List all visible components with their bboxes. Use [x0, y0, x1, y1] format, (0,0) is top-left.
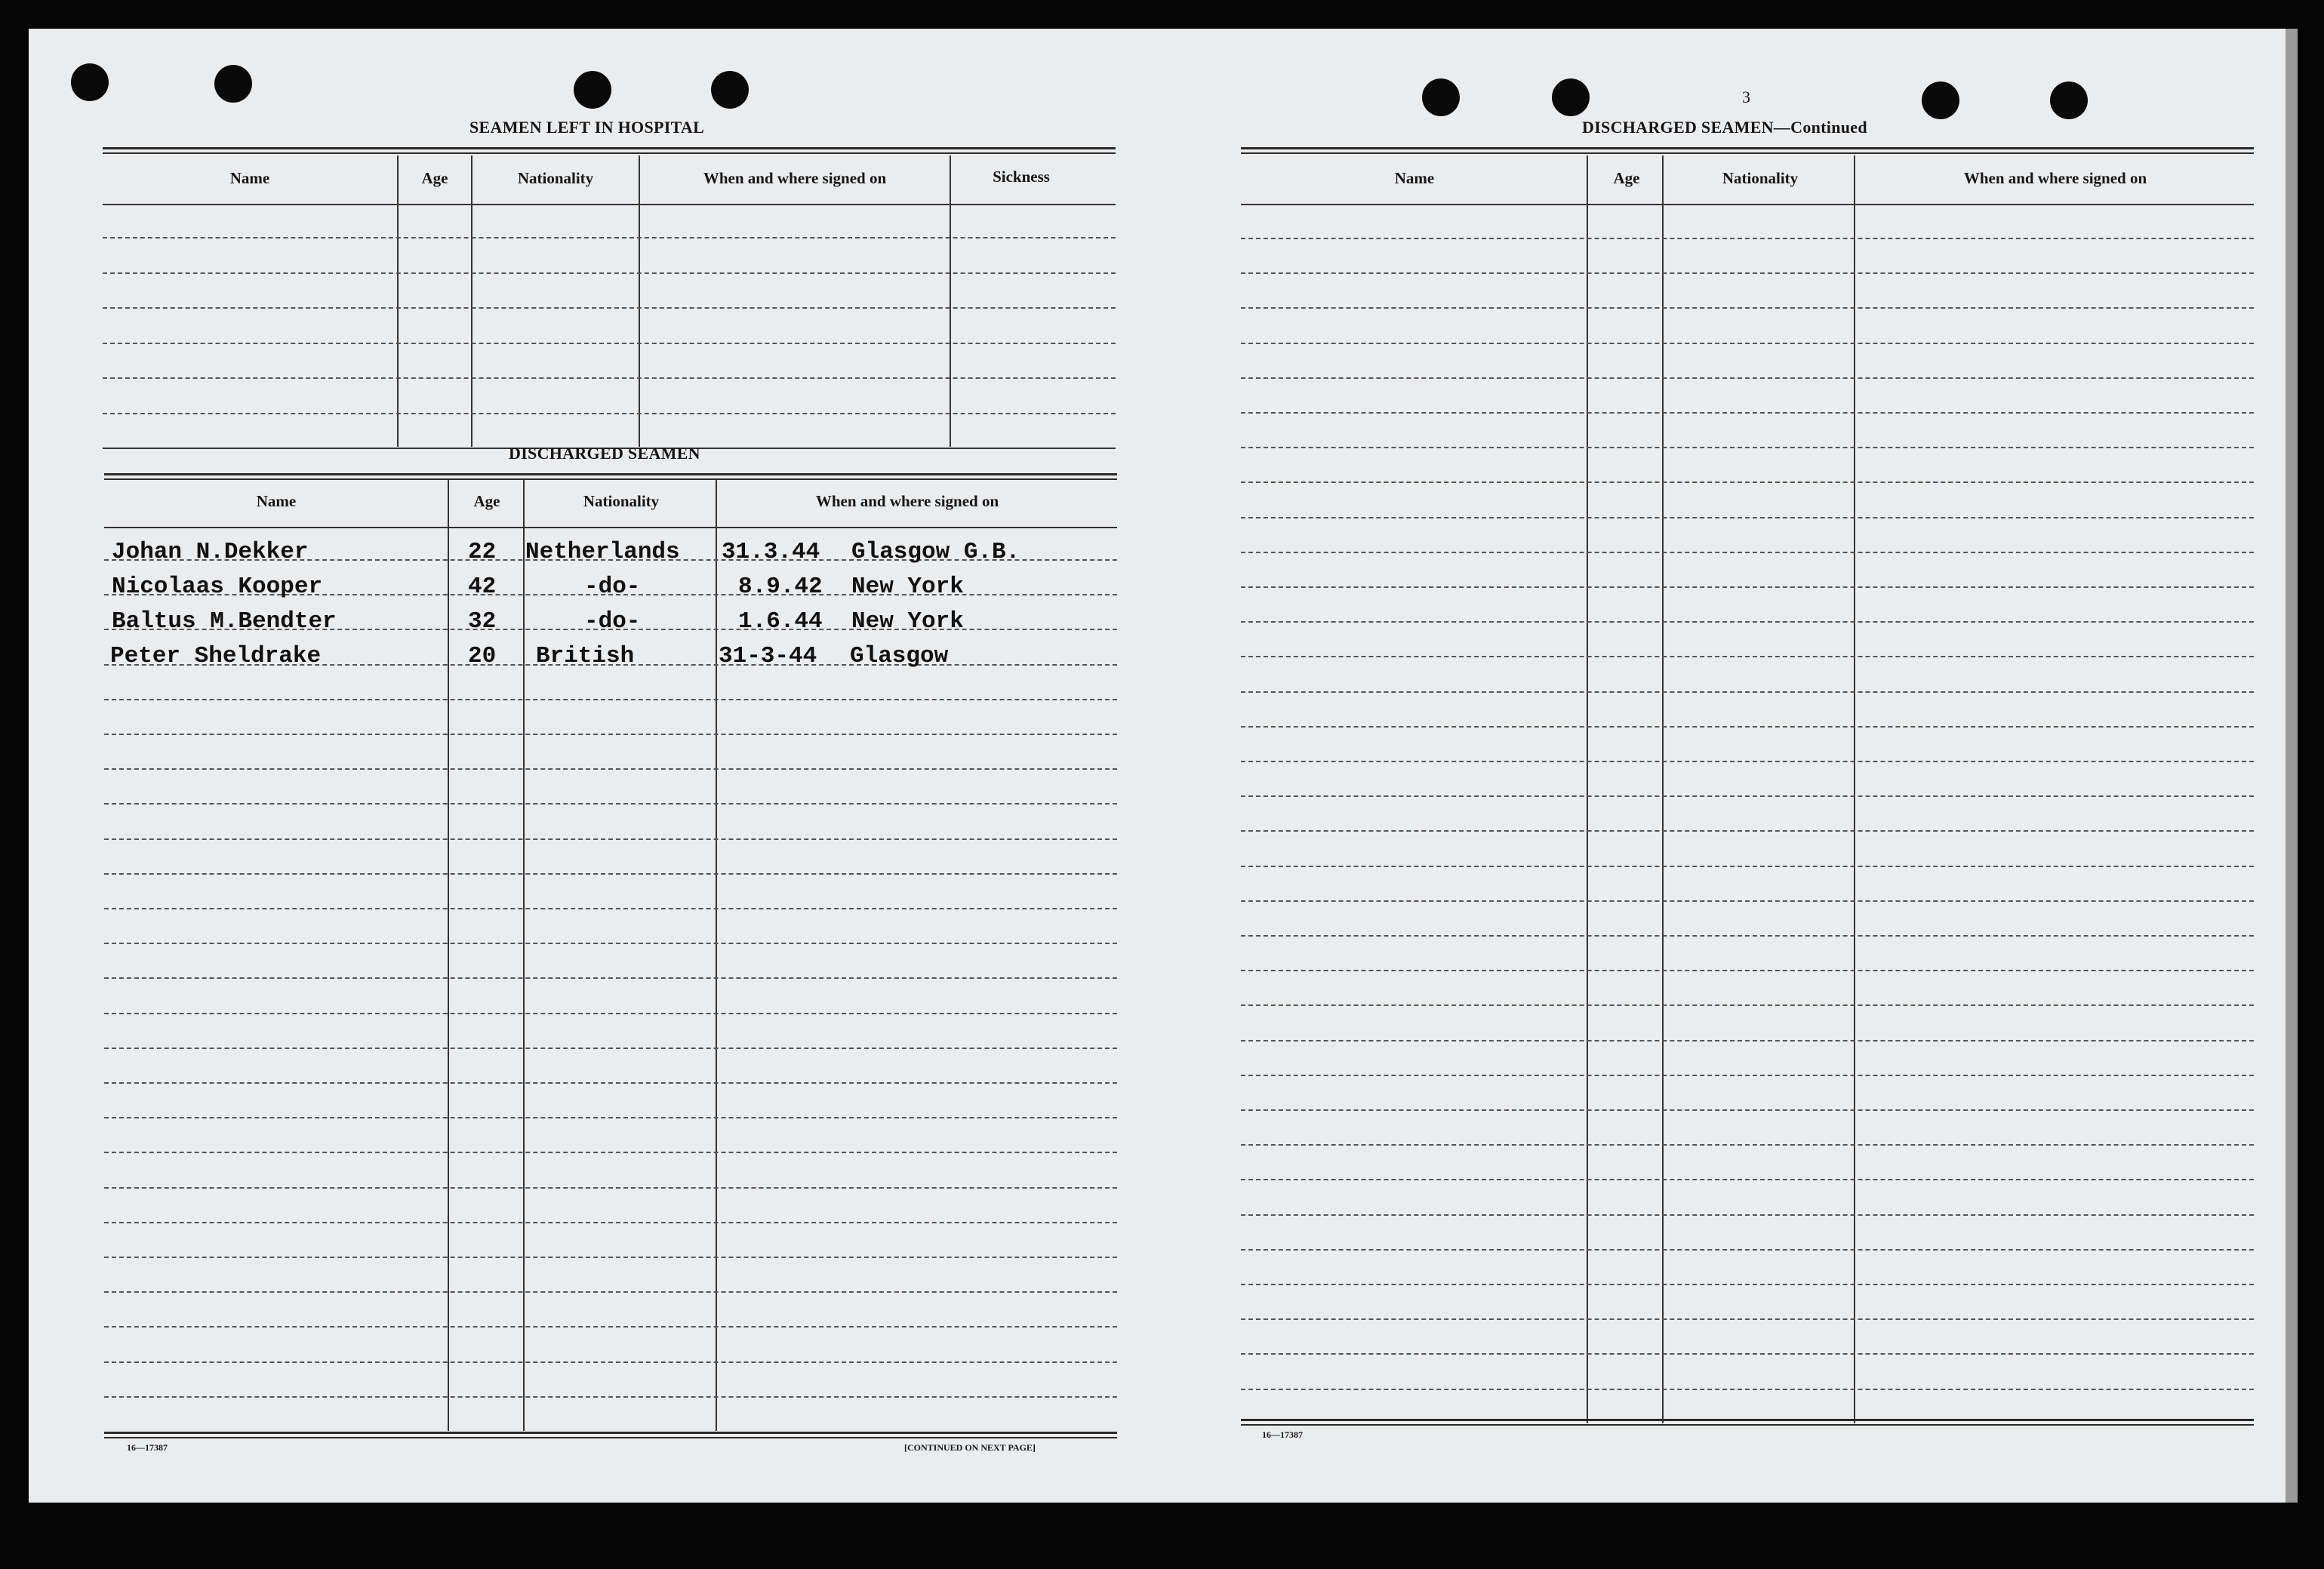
ruled-line	[104, 734, 1117, 735]
right-col-age: Age	[1613, 169, 1640, 187]
page-number: 3	[1742, 88, 1750, 106]
form-number: 16—17387	[127, 1442, 168, 1453]
document-sheet	[29, 29, 2298, 1503]
ruled-line	[104, 1187, 1117, 1189]
seaman-age: 20	[468, 643, 497, 669]
ruled-line	[104, 699, 1117, 700]
ruled-line	[1241, 517, 2254, 518]
ruled-line	[1241, 272, 2254, 274]
ruled-line	[104, 977, 1117, 979]
right-col-nationality: Nationality	[1722, 169, 1799, 187]
ruled-line	[103, 343, 1116, 344]
punch-hole	[2050, 82, 2088, 119]
signed-on-date: 31-3-44	[719, 643, 817, 669]
right-col-divider	[1587, 155, 1588, 1423]
signed-on-date: 8.9.42	[738, 574, 823, 600]
ruled-line	[1241, 1144, 2254, 1146]
continued-section-title: DISCHARGED SEAMEN—Continued	[1582, 118, 1867, 137]
seaman-name: Nicolaas Kooper	[112, 574, 323, 600]
seaman-name: Peter Sheldrake	[110, 643, 322, 669]
punch-hole	[1922, 82, 1959, 119]
hospital-col-divider	[950, 155, 951, 447]
discharged-header-rule	[104, 527, 1117, 528]
discharged-col-divider	[448, 480, 449, 1431]
hospital-col-divider	[471, 155, 472, 447]
ruled-line	[103, 413, 1116, 414]
right-col-name: Name	[1394, 169, 1435, 187]
form-number: 16—17387	[1262, 1429, 1303, 1440]
seaman-age: 32	[468, 608, 497, 635]
right-bottom-rule	[1241, 1419, 2254, 1421]
hospital-col-signed-on: When and where signed on	[703, 169, 887, 187]
ruled-line	[1241, 691, 2254, 693]
ruled-line	[104, 838, 1117, 840]
ruled-line	[1241, 795, 2254, 797]
discharged-col-name: Name	[256, 492, 297, 510]
hospital-col-age: Age	[421, 169, 448, 187]
ruled-line	[104, 1326, 1117, 1327]
ruled-line	[104, 1396, 1117, 1398]
right-header-rule	[1241, 204, 2254, 205]
discharged-col-nationality: Nationality	[583, 492, 660, 510]
punch-hole	[574, 71, 611, 109]
ruled-line	[104, 1013, 1117, 1014]
signed-on-place: New York	[851, 608, 964, 635]
ruled-line	[1241, 1179, 2254, 1180]
ruled-line	[1241, 621, 2254, 623]
seaman-name: Johan N.Dekker	[112, 539, 309, 565]
discharged-col-divider	[716, 480, 717, 1431]
hospital-col-nationality: Nationality	[517, 169, 594, 187]
hospital-top-rule	[103, 147, 1116, 149]
ruled-line	[104, 873, 1117, 875]
punch-hole	[214, 65, 252, 103]
right-top-rule	[1241, 147, 2254, 149]
ruled-line	[1241, 1214, 2254, 1216]
ruled-line	[104, 908, 1117, 909]
ruled-line	[1241, 447, 2254, 448]
right-col-divider	[1662, 155, 1664, 1423]
ruled-line	[104, 1222, 1117, 1223]
ruled-line	[104, 1117, 1117, 1118]
signed-on-date: 31.3.44	[722, 539, 820, 565]
ruled-line	[1241, 830, 2254, 832]
seaman-nationality: British	[536, 643, 635, 669]
seaman-name: Baltus M.Bendter	[112, 608, 337, 635]
punch-hole	[1552, 78, 1590, 116]
ruled-line	[1241, 1249, 2254, 1251]
ruled-line	[1241, 238, 2254, 239]
right-col-signed-on: When and where signed on	[1963, 169, 2147, 187]
punch-hole	[71, 63, 109, 101]
ruled-line	[104, 943, 1117, 944]
ruled-line	[104, 803, 1117, 804]
hospital-header-rule	[103, 204, 1116, 205]
ruled-line	[104, 1361, 1117, 1363]
seaman-nationality: -do-	[584, 574, 641, 600]
signed-on-place: New York	[851, 574, 964, 600]
discharged-col-age: Age	[473, 492, 500, 510]
discharged-top-rule	[104, 473, 1117, 475]
hospital-section-title: SEAMEN LEFT IN HOSPITAL	[469, 118, 705, 137]
ruled-line	[1241, 1353, 2254, 1355]
ruled-line	[1241, 1109, 2254, 1111]
ruled-line	[1241, 377, 2254, 379]
discharged-col-divider	[523, 480, 525, 1431]
ruled-line	[1241, 307, 2254, 309]
ruled-line	[103, 272, 1116, 274]
discharged-bottom-rule	[104, 1432, 1117, 1434]
seaman-age: 22	[468, 539, 497, 565]
ruled-line	[104, 1048, 1117, 1049]
ruled-line	[1241, 761, 2254, 762]
ruled-line	[1241, 343, 2254, 344]
ruled-line	[104, 768, 1117, 770]
ruled-line	[1241, 412, 2254, 414]
signed-on-place: Glasgow	[850, 643, 949, 669]
ruled-line	[1241, 900, 2254, 902]
ruled-line	[1241, 481, 2254, 483]
hospital-col-name: Name	[229, 169, 270, 187]
discharged-section-title: DISCHARGED SEAMEN	[509, 444, 700, 463]
ruled-line	[1241, 1389, 2254, 1390]
discharged-col-signed-on: When and where signed on	[815, 492, 999, 510]
punch-hole	[711, 71, 749, 109]
ruled-line	[1241, 1040, 2254, 1041]
signed-on-place: Glasgow G.B.	[851, 539, 1020, 565]
ruled-line	[104, 1291, 1117, 1293]
ruled-line	[1241, 935, 2254, 937]
ruled-line	[104, 1257, 1117, 1258]
ruled-line	[1241, 1004, 2254, 1006]
ruled-line	[1241, 1075, 2254, 1076]
right-col-divider	[1854, 155, 1855, 1423]
seaman-age: 42	[468, 574, 497, 600]
seaman-nationality: -do-	[584, 608, 641, 635]
ruled-line	[1241, 726, 2254, 728]
ruled-line	[104, 1152, 1117, 1153]
ruled-line	[104, 1082, 1117, 1084]
ruled-line	[1241, 1284, 2254, 1285]
hospital-col-divider	[639, 155, 640, 447]
ruled-line	[1241, 970, 2254, 971]
ruled-line	[103, 307, 1116, 309]
ruled-line	[103, 377, 1116, 379]
ruled-line	[1241, 552, 2254, 553]
ruled-line	[1241, 656, 2254, 657]
signed-on-date: 1.6.44	[738, 608, 823, 635]
ruled-line	[1241, 1318, 2254, 1320]
continued-note: [CONTINUED ON NEXT PAGE]	[904, 1442, 1036, 1453]
hospital-col-sickness: Sickness	[993, 168, 1050, 186]
ruled-line	[103, 237, 1116, 238]
ruled-line	[1241, 866, 2254, 867]
punch-hole	[1422, 78, 1460, 116]
seaman-nationality: Netherlands	[525, 539, 680, 565]
hospital-col-divider	[397, 155, 399, 447]
ruled-line	[1241, 586, 2254, 588]
